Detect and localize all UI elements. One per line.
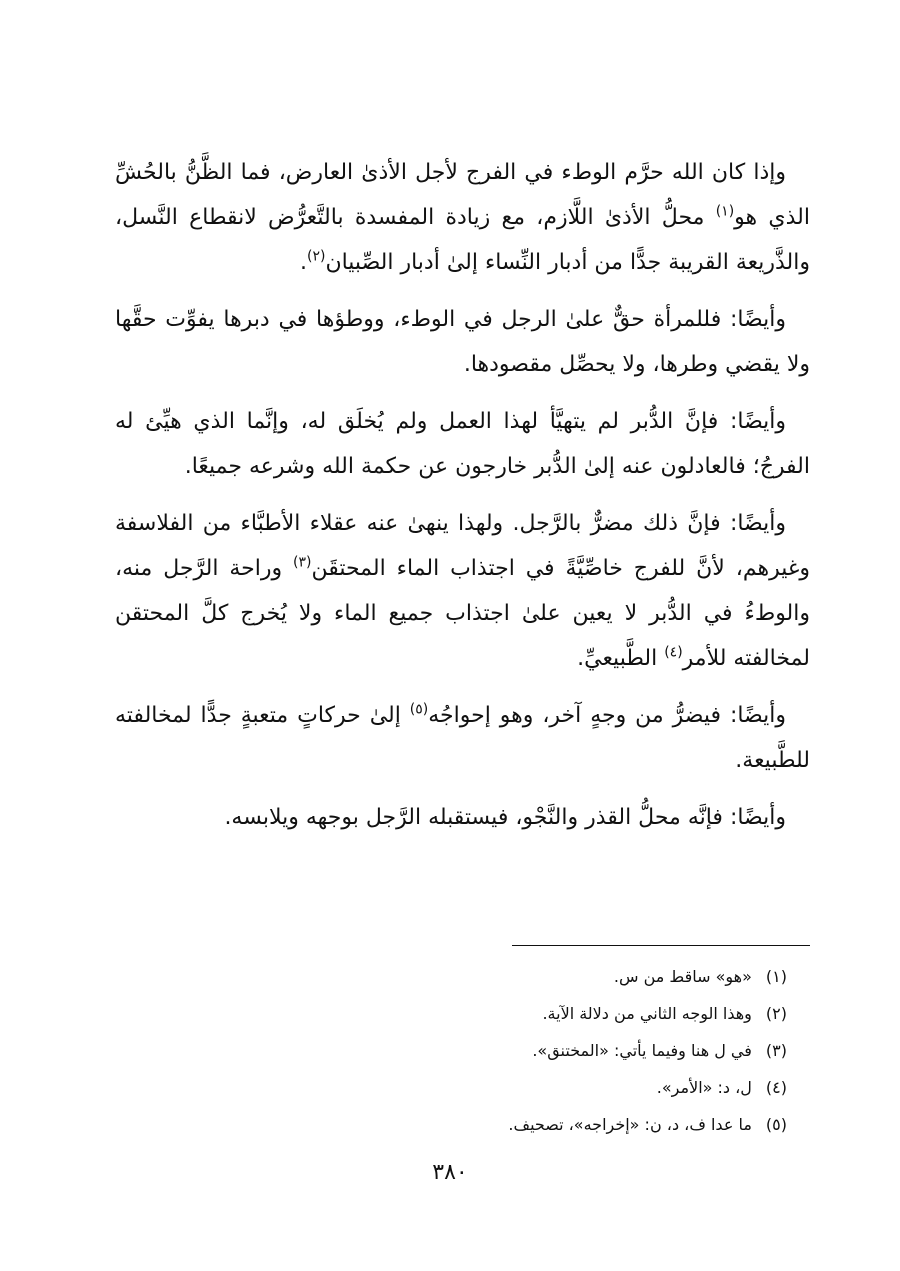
paragraph-6: [115, 795, 810, 840]
footnote-item: [115, 1106, 787, 1143]
main-text: [115, 150, 810, 852]
paragraph-5: [115, 693, 810, 783]
paragraph-5-text-b: إلىٰ حركاتٍ متعبةٍ جدًّا لمخالفته للطَّبيعة.: [115, 703, 810, 773]
footnote-divider: [512, 945, 810, 946]
footnote-ref-2: (٢): [306, 248, 326, 265]
footnotes-list: [115, 958, 787, 1143]
footnote-ref-3: (٣): [293, 554, 312, 571]
footnote-ref-4: (٤): [664, 644, 683, 661]
paragraph-6-text: وأيضًا: فإنَّه محلُّ القذر والنَّجْو، فيستقبله الرَّجل بوجهه ويلابسه.: [224, 805, 786, 830]
paragraph-1-text-b: محلُّ الأذىٰ اللَّازم، مع زيادة المفسدة بالتَّعرُّض لانقطاع النَّسل، والذَّريعة القريبة جدًّا من أدبار النِّساء إلىٰ أدبار الصِّبيان: [115, 205, 810, 275]
paragraph-3: [115, 399, 810, 489]
footnote-text: وهذا الوجه الثاني من دلالة الآية.: [542, 1004, 752, 1023]
footnote-item: [115, 1032, 787, 1069]
paragraph-4: [115, 501, 810, 681]
footnote-number: (١): [765, 967, 787, 986]
footnote-number: (٤): [765, 1078, 787, 1097]
paragraph-2-text: وأيضًا: فللمرأة حقٌّ علىٰ الرجل في الوطء، ووطؤها في دبرها يفوِّت حقَّها ولا يقضي وطرها، ولا يحصِّل مقصودها.: [115, 307, 810, 377]
footnote-number: (٥): [765, 1115, 787, 1134]
paragraph-4-text-a: وأيضًا: فإنَّ ذلك مضرٌّ بالرَّجل. ولهذا ينهىٰ عنه عقلاء الأطبَّاء من الفلاسفة وغيرهم، لأنَّ للفرج خاصِّيَّةً في اجتذاب الماء المحتقَن: [115, 511, 810, 581]
paragraph-5-text-a: وأيضًا: فيضرُّ من وجهٍ آخر، وهو إحواجُه: [428, 703, 786, 728]
paragraph-2: [115, 297, 810, 387]
footnote-item: [115, 995, 787, 1032]
footnote-number: (٢): [765, 1004, 787, 1023]
paragraph-4-text-b: وراحة الرَّجل منه، والوطءُ في الدُّبر لا يعين علىٰ اجتذاب جميع الماء ولا يُخرج كلَّ المحتقن لمخالفته للأمر: [115, 556, 810, 671]
footnote-text: ل، د: «الأمر».: [656, 1078, 752, 1097]
footnote-text: في ل هنا وفيما يأتي: «المختنق».: [532, 1041, 752, 1060]
paragraph-3-text: وأيضًا: فإنَّ الدُّبر لم يتهيَّأ لهذا العمل ولم يُخلَق له، وإنَّما الذي هيِّئ له الفرجُ؛ فالعادلون عنه إلىٰ الدُّبر خارجون عن حكمة الله وشرعه جميعًا.: [115, 409, 810, 479]
paragraph-4-text-c: الطَّبيعيِّ.: [577, 646, 665, 671]
page-number: ٣٨٠: [432, 1160, 468, 1185]
footnote-number: (٣): [765, 1041, 787, 1060]
footnote-text: «هو» ساقط من س.: [613, 967, 752, 986]
footnote-ref-5: (٥): [409, 701, 429, 718]
footnote-text: ما عدا ف، د، ن: «إخراجه»، تصحيف.: [508, 1115, 752, 1134]
footnote-item: [115, 958, 787, 995]
paragraph-1-text-a: وإذا كان الله حرَّم الوطء في الفرج لأجل الأذىٰ العارض، فما الظَّنُّ بالحُشِّ الذي هو: [115, 160, 810, 230]
paragraph-1: [115, 150, 810, 285]
footnote-item: [115, 1069, 787, 1106]
paragraph-1-text-c: .: [299, 250, 307, 275]
footnote-ref-1: (١): [715, 203, 735, 220]
